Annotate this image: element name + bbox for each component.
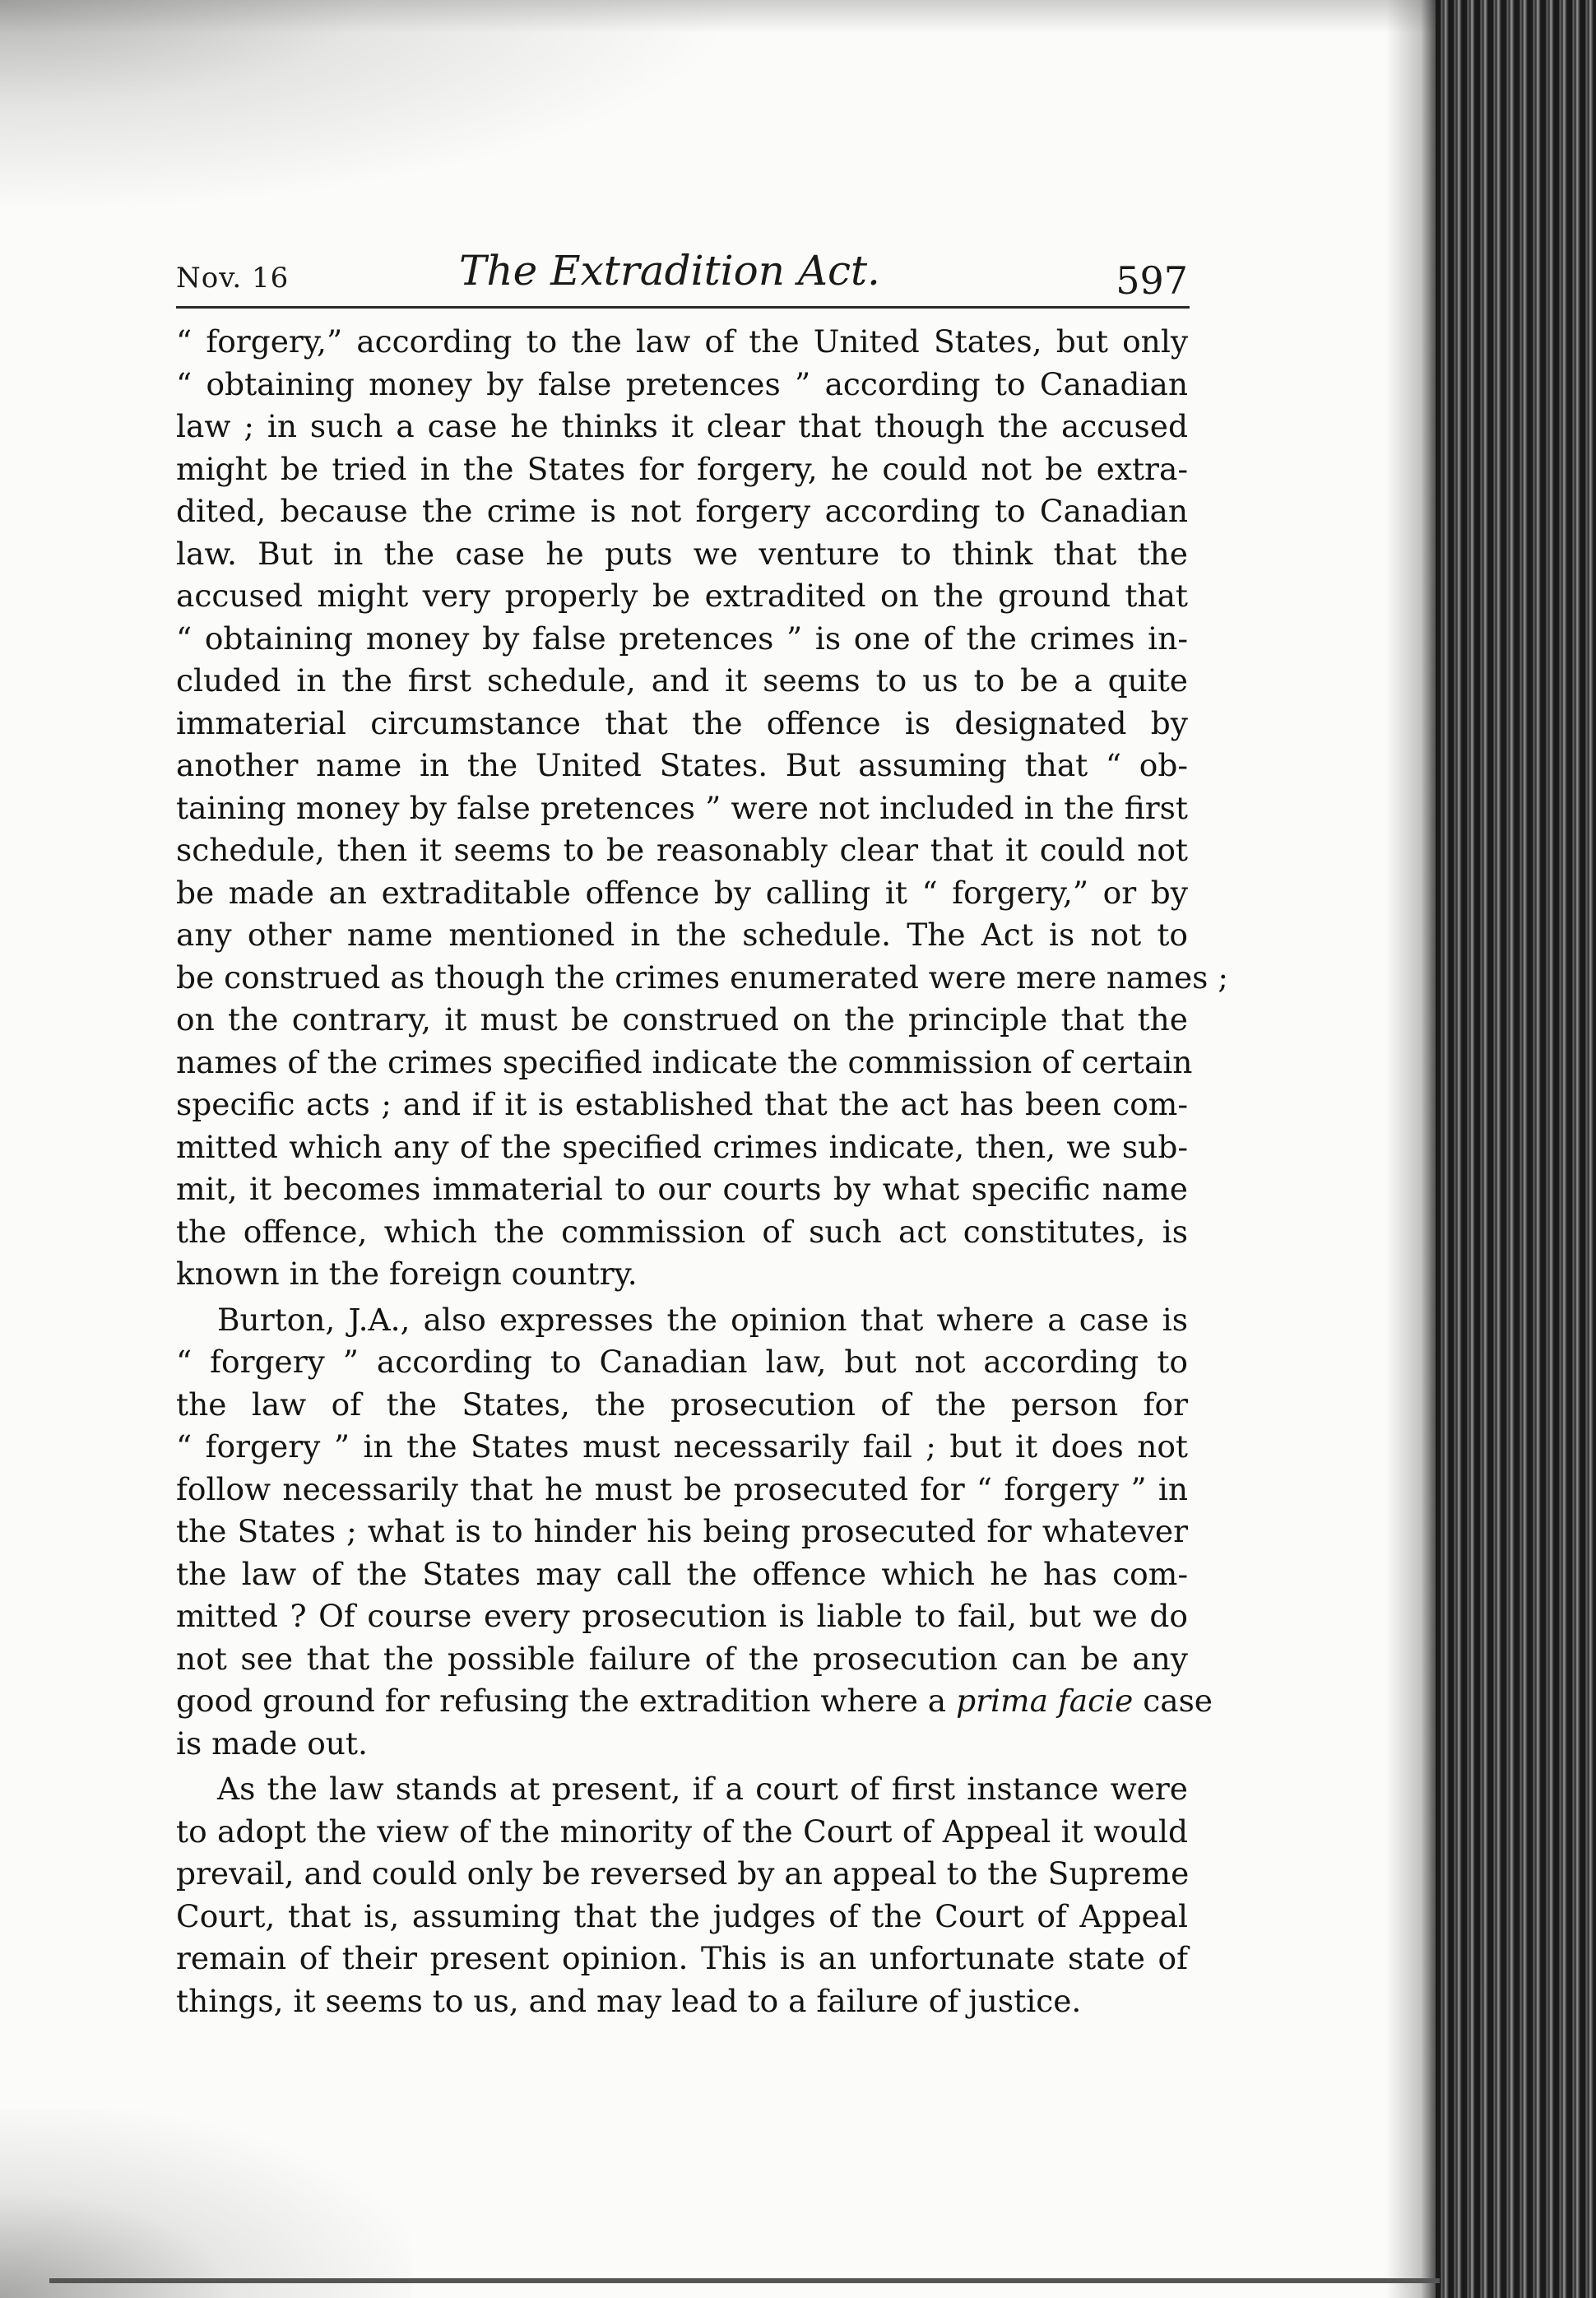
text-line: follow necessarily that he must be prosecuted for “ forgery ” in — [176, 1470, 1188, 1507]
text-line: accused might very properly be extradited on the ground that — [176, 578, 1188, 614]
text-line: any other name mentioned in the schedule. The Act is not to — [176, 917, 1188, 953]
text-line: law. But in the case he puts we venture to think that the — [176, 535, 1188, 572]
text-line: Burton, J.A., also expresses the opinion that where a case is — [217, 1301, 1188, 1338]
text-line: As the law stands at present, if a court of first instance were — [217, 1771, 1188, 1807]
text-line: remain of their present opinion. This is an unfortunate state of — [176, 1940, 1188, 1976]
text-line: Court, that is, assuming that the judges of the Court of Appeal — [176, 1897, 1188, 1934]
text-line — [176, 1680, 1213, 1723]
text-line: to adopt the view of the minority of the Court of Appeal it would — [176, 1813, 1188, 1850]
text-line: taining money by false pretences ” were not included in the first — [176, 789, 1188, 826]
text-line: “ forgery ” according to Canadian law, but not according to — [176, 1344, 1188, 1380]
text-line: “ obtaining money by false pretences ” is one of the crimes in- — [176, 620, 1188, 657]
text-segment: case — [1143, 1683, 1213, 1719]
text-line: the States ; what is to hinder his being prosecuted for whatever — [176, 1513, 1188, 1549]
text-line: cluded in the first schedule, and it seems to us to be a quite — [176, 662, 1188, 699]
italic-phrase: prima facie — [956, 1683, 1134, 1719]
paragraph-3 — [176, 1768, 1188, 2022]
running-header — [176, 247, 1188, 306]
text-line: prevail, and could only be reversed by an appeal to the Supreme — [176, 1855, 1190, 1892]
text-line: dited, because the crime is not forgery according to Canadian — [176, 493, 1188, 529]
binding-shadow — [1386, 0, 1436, 2298]
text-segment: good ground for refusing the extradition where a — [176, 1683, 947, 1719]
text-line: mitted ? Of course every prosecution is liable to fail, but we do — [176, 1598, 1188, 1634]
text-line: mit, it becomes immaterial to our courts by what specific name — [176, 1171, 1188, 1207]
text-line: another name in the United States. But assuming that “ ob- — [176, 747, 1188, 783]
running-header-title: The Extradition Act. — [459, 247, 880, 295]
text-line: might be tried in the States for forgery, he could not be extra- — [176, 450, 1188, 487]
text-line: specific acts ; and if it is established that the act has been com- — [176, 1086, 1188, 1122]
scan-noise-top-left — [0, 0, 740, 214]
scan-noise-bottom-left — [0, 2109, 411, 2298]
text-line: mitted which any of the specified crimes indicate, then, we sub- — [176, 1128, 1188, 1165]
text-line: names of the crimes specified indicate the commission of certain — [176, 1043, 1193, 1080]
text-line: is made out. — [176, 1725, 368, 1762]
text-line: the law of the States may call the offence which he has com- — [176, 1555, 1188, 1592]
text-line: be made an extraditable offence by calling it “ forgery,” or by — [176, 874, 1188, 911]
text-line: law ; in such a case he thinks it clear that though the accused — [176, 408, 1188, 444]
text-line: schedule, then it seems to be reasonably clear that it could not — [176, 832, 1188, 868]
paragraph-2 — [176, 1299, 1213, 1766]
header-rule — [176, 306, 1190, 309]
text-line: “ obtaining money by false pretences ” according to Canadian — [176, 365, 1188, 402]
running-header-date: Nov. 16 — [176, 262, 290, 295]
text-line: not see that the possible failure of the prosecution can be any — [176, 1640, 1188, 1677]
body-text — [176, 321, 1228, 2022]
text-line: be construed as though the crimes enumerated were mere names ; — [176, 959, 1228, 996]
page-number: 597 — [1116, 258, 1188, 303]
text-line: “ forgery,” according to the law of the United States, but only — [176, 323, 1188, 360]
text-line: immaterial circumstance that the offence is designated by — [176, 704, 1188, 741]
scan-bottom-edge — [49, 2278, 1440, 2283]
text-line: things, it seems to us, and may lead to a failure of justice. — [176, 1982, 1082, 2019]
text-line: “ forgery ” in the States must necessarily fail ; but it does not — [176, 1428, 1188, 1465]
text-line: the law of the States, the prosecution of the person for — [176, 1386, 1188, 1423]
paragraph-1 — [176, 321, 1228, 1296]
text-line: on the contrary, it must be construed on the principle that the — [176, 1001, 1188, 1038]
text-line: the offence, which the commission of such act constitutes, is — [176, 1213, 1188, 1250]
text-line: known in the foreign country. — [176, 1256, 638, 1292]
book-binding-edge — [1436, 0, 1596, 2298]
